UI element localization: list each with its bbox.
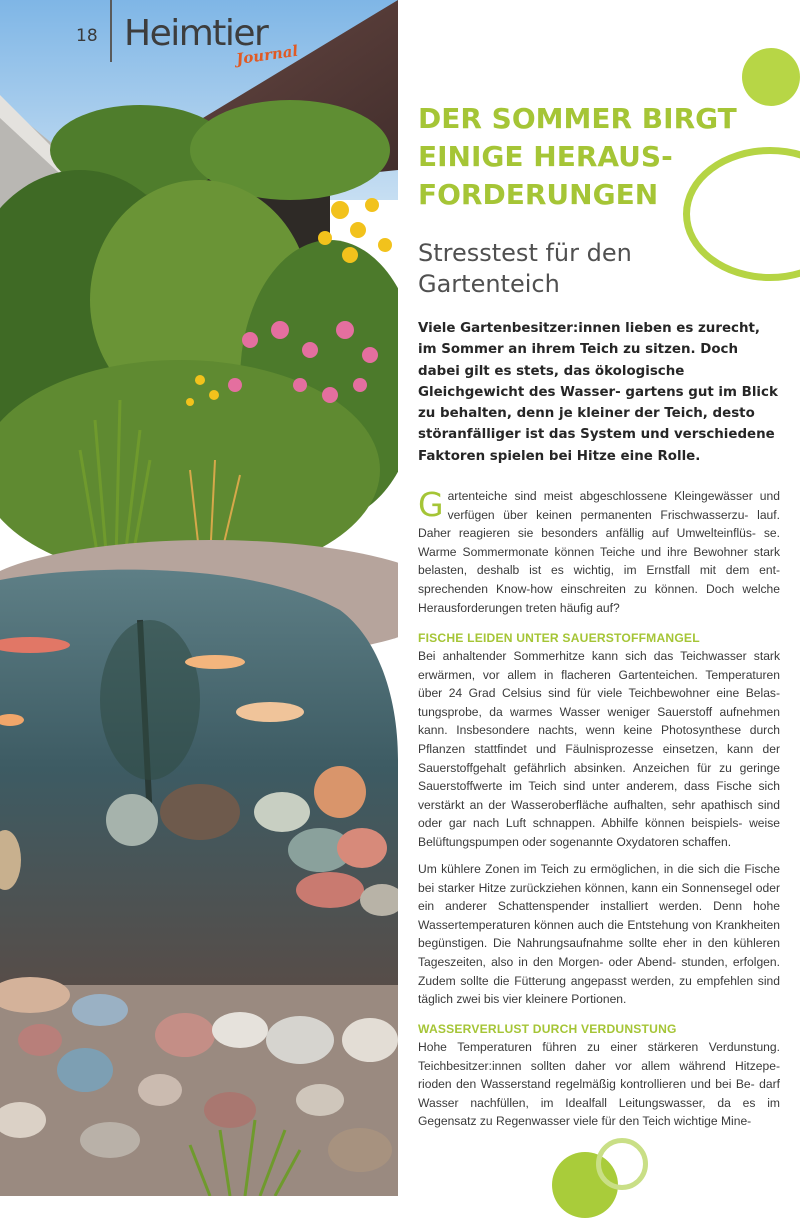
body-paragraph: Um kühlere Zonen im Teich zu ermöglichen, in die sich die Fische bei starker Hitze zurückziehen können, kann ein Sonnensegel oder ein anderer Schattenspender installiert werden. Denn hohe Wassertemperaturen können auch die Entstehung von Krankheiten begünstigen. Die Nahrungsaufnahme sollte eher in den kühleren Tageszeiten, also in den Morgen- oder Abend- stunden, erfolgen. Zudem sollte die Fütterung angepasst werden, zu empfehlen sind täglich zwei bis vier kleinere Portionen.	[418, 862, 780, 1007]
article-lead: Viele Gartenbesitzer:innen lieben es zurecht, im Sommer an ihrem Teich zu sitzen. Doch dabei gilt es stets, das ökologische Gleichgewicht des Wasser- gartens gut im Blick zu behalten, denn je kleiner der Teich, desto störanfälliger ist das System und verschiedene Faktoren spielen bei Hitze eine Rolle.	[418, 321, 778, 464]
drop-cap: G	[418, 485, 444, 524]
brand-logo-subtext: Journal	[235, 41, 300, 69]
article-title: DER SOMMER BIRGT EINIGE HERAUS- FORDERUNGEN	[418, 102, 737, 211]
page-number: 18	[76, 26, 98, 46]
garden-pond-photo	[0, 0, 398, 1196]
body-paragraph	[418, 487, 780, 617]
article-subtitle: Stresstest für den Gartenteich	[418, 239, 632, 298]
brand-logo-text: Heimtier	[124, 13, 268, 54]
decorative-ring-icon	[596, 1138, 648, 1190]
decorative-circle-icon	[742, 48, 800, 106]
header-divider	[110, 0, 112, 62]
body-paragraph: Hohe Temperaturen führen zu einer stärkeren Verdunstung. Teichbesitzer:innen sollten daher vor allem während Hitzepe- rioden den Wasserstand regelmäßig kontrollieren und bei Be- darf Wasser nachfüllen, im Idealfall Leitungswasser, da es im Gegensatz zu Regenwasser viele für den Teich wichtige Mine-	[418, 1040, 780, 1129]
body-paragraph: Bei anhaltender Sommerhitze kann sich das Teichwasser stark erwärmen, vor allem in flacheren Gartenteichen. Temperaturen über 24 Grad Celsius sind für viele Teichbewohner eine Belas- tungsprobe, da warmes Wasser weniger Sauerstoff aufnehmen kann. Insbesondere nachts, wenn keine Photosynthese durch Pflanzen stattfindet und Fäulnisprozesse einsetzen, kann der Sauerstoffgehalt gefährlich absinken. Anzeichen für zu geringe Sauerstoffwerte im Teich sind unter anderem, dass Fische sich verstärkt an der Wasseroberfläche aufhalten, sehr apathisch sind oder gar nach Luft schnappen. Abhilfe können beispiels- weise Belüftungspumpen oder sogenannte Oxydatoren schaffen.	[418, 649, 780, 849]
paragraph-text: artenteiche sind meist abgeschlossene Kleingewässer und verfügen über keinen permanenten Frischwasserzu- lauf. Daher reagieren sie besonders anfällig auf Umwelteinflüs- se. Warme Sommermonate können Teiche und ihre Bewohner stark belasten, deshalb ist es wichtig, im Ernstfall mit dem ent- sprechenden Know-how einschreiten zu können. Doch welche Herausforderungen treten häufig auf?	[418, 489, 780, 615]
section-heading: WASSERVERLUST DURCH VERDUNSTUNG	[418, 1022, 677, 1036]
section-heading: FISCHE LEIDEN UNTER SAUERSTOFFMANGEL	[418, 631, 700, 645]
